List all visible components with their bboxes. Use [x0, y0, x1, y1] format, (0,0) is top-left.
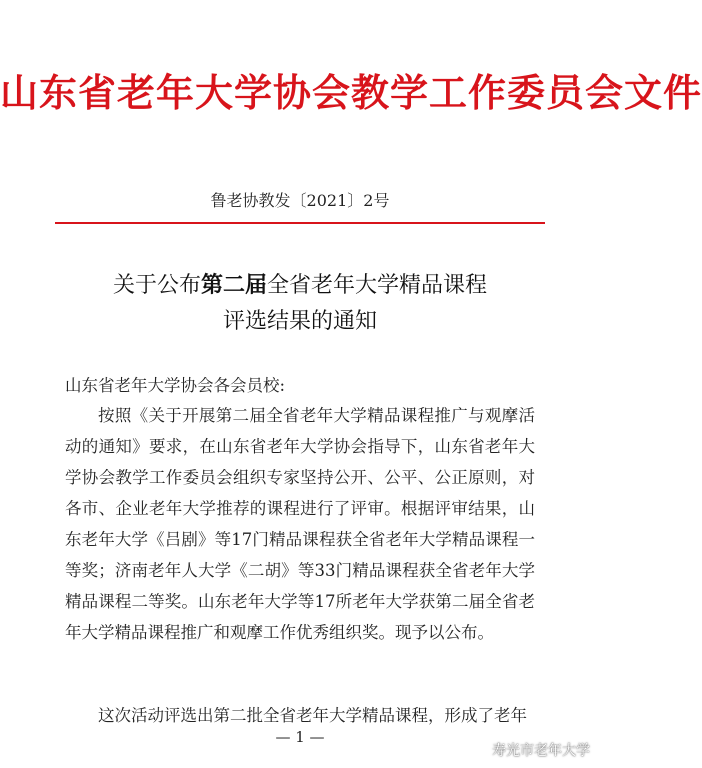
addressee-line: 山东省老年大学协会各会员校: — [65, 376, 286, 395]
notice-title-line-1 — [0, 268, 600, 304]
title-line1-suffix: 全省老年大学精品课程 — [267, 273, 488, 298]
notice-title-line-2: 评选结果的通知 — [222, 309, 377, 334]
wechat-icon — [466, 741, 488, 759]
watermark-text: 寿光市老年大学 — [492, 743, 590, 759]
body-paragraph-2: 这次活动评选出第二批全省老年大学精品课程，形成了老年 — [98, 706, 527, 725]
document-header-title: 山东省老年大学协会教学工作委员会文件 — [0, 71, 702, 115]
watermark — [466, 740, 590, 760]
body-paragraph-1: 按照《关于开展第二届全省老年大学精品课程推广与观摩活动的通知》要求，在山东省老年大学协会指导下，山东省老年大学协会教学工作委员会组织专家坚持公开、公平、公正原则，对各市、企业老年大学推荐的课程进行了评审。根据评审结果，山东老年大学《吕剧》等17门精品课程获全省老年大学精品课程一等奖；济南老年人大学《二胡》等33门精品课程获全省老年大学精品课程二等奖。山东老年大学等17所老年大学获第二届全省老年大学精品课程推广和观摩工作优秀组织奖。现予以公布。 — [65, 406, 535, 642]
title-line1-emphasis: 第二届 — [200, 273, 267, 298]
page-number: — 1 — — [275, 728, 325, 746]
notice-title — [0, 268, 600, 340]
document-number: 鲁老协教发〔2021〕2号 — [210, 191, 390, 210]
red-divider-line — [55, 222, 545, 224]
title-line1-prefix: 关于公布 — [112, 273, 201, 298]
